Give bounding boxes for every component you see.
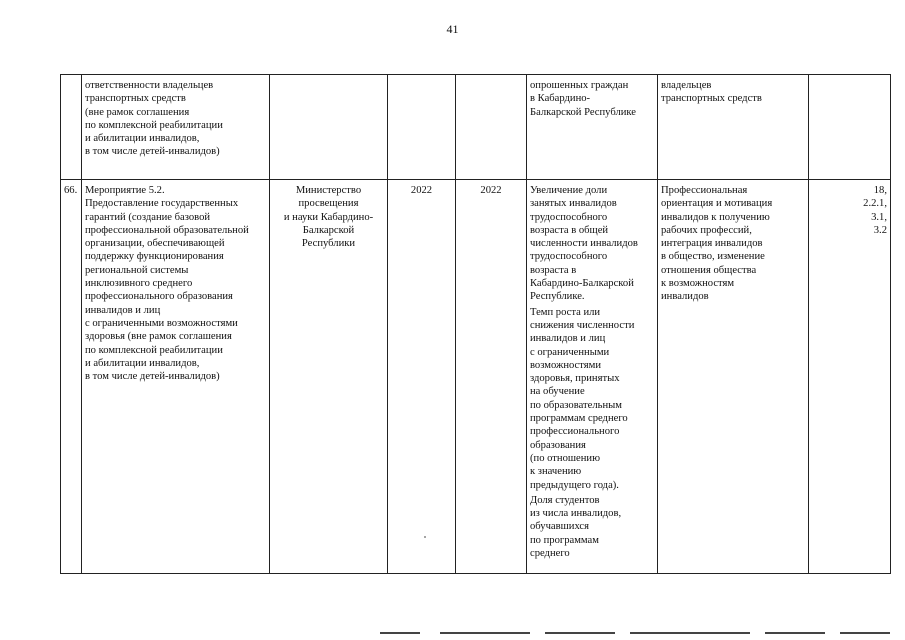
cell-text-line: обучавшихся <box>530 521 590 533</box>
cell-text-line: возраста в общей <box>530 224 609 236</box>
start-year-cell: 2022 <box>388 180 456 574</box>
cell-text-line: профессиональной образовательной <box>85 224 249 236</box>
cell-text-line: поддержку функционирования <box>85 251 224 263</box>
cell-text-line: к значению <box>530 466 582 478</box>
cell-text-line: здоровья, принятых <box>530 373 620 385</box>
cell-text-line: с ограниченными возможностями <box>85 317 238 329</box>
links-cell <box>809 180 891 574</box>
cell-text-line: 2.2.1, <box>863 198 887 210</box>
measures-table <box>60 74 891 574</box>
cell-text-line: (по отношению <box>530 452 601 464</box>
result-cell <box>658 75 809 180</box>
cell-text-line: и науки Кабардино- <box>283 211 374 223</box>
cell-text-line: предыдущего года). <box>530 479 619 491</box>
scan-speck <box>424 536 426 538</box>
start-year-cell <box>388 75 456 180</box>
table-row <box>61 180 891 574</box>
cell-text-line: Кабардино-Балкарской <box>530 278 634 290</box>
cell-text-line: программам среднего <box>530 413 628 425</box>
cell-text-line: в том числе детей-инвалидов) <box>85 146 220 158</box>
cell-text-line: Балкарской <box>302 224 355 236</box>
cell-text-line: Мероприятие 5.2. <box>85 185 165 196</box>
executor-cell <box>270 180 388 574</box>
end-year-cell <box>456 75 527 180</box>
cell-text-line: по комплексной реабилитации <box>85 119 223 131</box>
cell-text-line: среднего <box>530 548 570 560</box>
cell-text-line: численности инвалидов <box>530 238 638 250</box>
end-year-cell: 2022 <box>456 180 527 574</box>
cell-text-line: по программам <box>530 534 599 546</box>
cell-text-line: в Кабардино- <box>530 93 591 105</box>
cell-text-line: занятых инвалидов <box>530 198 617 210</box>
cell-text-line: и абилитации инвалидов, <box>85 357 200 369</box>
indicator-cell <box>527 180 658 574</box>
cell-text-line: рабочих профессий, <box>661 224 752 236</box>
cell-text-line: на обучение <box>530 386 585 398</box>
indicator-paragraph <box>530 184 654 304</box>
cell-text-line: инвалидов и лиц <box>85 304 161 316</box>
cell-text-line: организации, обеспечивающей <box>85 238 225 250</box>
cell-text-line: и абилитации инвалидов, <box>85 133 200 145</box>
cell-text-line: возможностями <box>530 359 601 371</box>
cell-text-line: в том числе детей-инвалидов) <box>85 371 220 383</box>
cell-text-line: Предоставление государственных <box>85 198 239 210</box>
cell-text-line: интеграция инвалидов <box>661 238 763 250</box>
cell-text-line: инвалидов и лиц <box>530 333 606 345</box>
indicator-cell <box>527 75 658 180</box>
executor-cell <box>270 75 388 180</box>
links-cell <box>809 75 891 180</box>
cell-text-line: по образовательным <box>530 399 622 411</box>
cell-text-line: трудоспособного <box>530 211 608 223</box>
cell-text-line: просвещения <box>298 198 359 210</box>
cell-text-line: владельцев <box>661 80 712 91</box>
cell-text-line: с ограниченными <box>530 346 610 358</box>
cell-text-line: трудоспособного <box>530 251 608 263</box>
cell-text-line: снижения численности <box>530 319 635 331</box>
indicator-paragraph <box>530 494 654 560</box>
cell-text-line: возраста в <box>530 264 577 276</box>
cell-text-line: Республики <box>301 238 356 250</box>
indicator-paragraph <box>530 79 654 119</box>
cell-text-line: транспортных средств <box>85 93 186 105</box>
cell-text-line: 3.1, <box>871 211 887 223</box>
row-number-cell <box>61 75 82 180</box>
cell-text-line: гарантий (создание базовой <box>85 211 211 223</box>
cell-text-line: к возможностям <box>661 278 735 290</box>
cell-text-line: в общество, изменение <box>661 251 765 263</box>
cell-text-line: отношения общества <box>661 264 757 276</box>
cell-text-line: ответственности владельцев <box>85 80 214 91</box>
cell-text-line: образования <box>530 439 586 451</box>
cell-text-line: (вне рамок соглашения <box>85 106 190 118</box>
indicator-paragraph <box>530 306 654 492</box>
cell-text-line: 3.2 <box>873 224 887 236</box>
row-number-cell: 66. <box>61 180 82 574</box>
cell-text-line: профессионального <box>530 426 620 438</box>
page-number: 41 <box>446 22 459 36</box>
measure-cell <box>82 75 270 180</box>
cell-text-line: инвалидов к получению <box>661 211 770 223</box>
cell-text-line: ориентация и мотивация <box>661 198 773 210</box>
cell-text-line: по комплексной реабилитации <box>85 344 223 356</box>
cell-text-line: инклюзивного среднего <box>85 278 193 290</box>
cell-text-line: региональной системы <box>85 264 189 276</box>
cell-text-line: Министерство <box>295 185 362 196</box>
cell-text-line: здоровья (вне рамок соглашения <box>85 331 232 343</box>
cell-text-line: транспортных средств <box>661 93 762 105</box>
cell-text-line: 18, <box>873 185 887 196</box>
result-cell <box>658 180 809 574</box>
cell-text-line: Профессиональная <box>661 185 748 196</box>
measure-cell <box>82 180 270 574</box>
cell-text-line: из числа инвалидов, <box>530 508 622 520</box>
cell-text-line: Республике. <box>530 291 585 303</box>
cell-text-line: опрошенных граждан <box>530 80 629 91</box>
cell-text-line: инвалидов <box>661 291 709 303</box>
table-row <box>61 75 891 180</box>
cell-text-line: Темп роста или <box>530 306 601 318</box>
cell-text-line: Увеличение доли <box>530 185 608 196</box>
cell-text-line: Доля студентов <box>530 494 600 506</box>
cell-text-line: профессионального образования <box>85 291 233 303</box>
cell-text-line: Балкарской Республике <box>530 106 636 118</box>
next-page-edge <box>380 632 890 636</box>
